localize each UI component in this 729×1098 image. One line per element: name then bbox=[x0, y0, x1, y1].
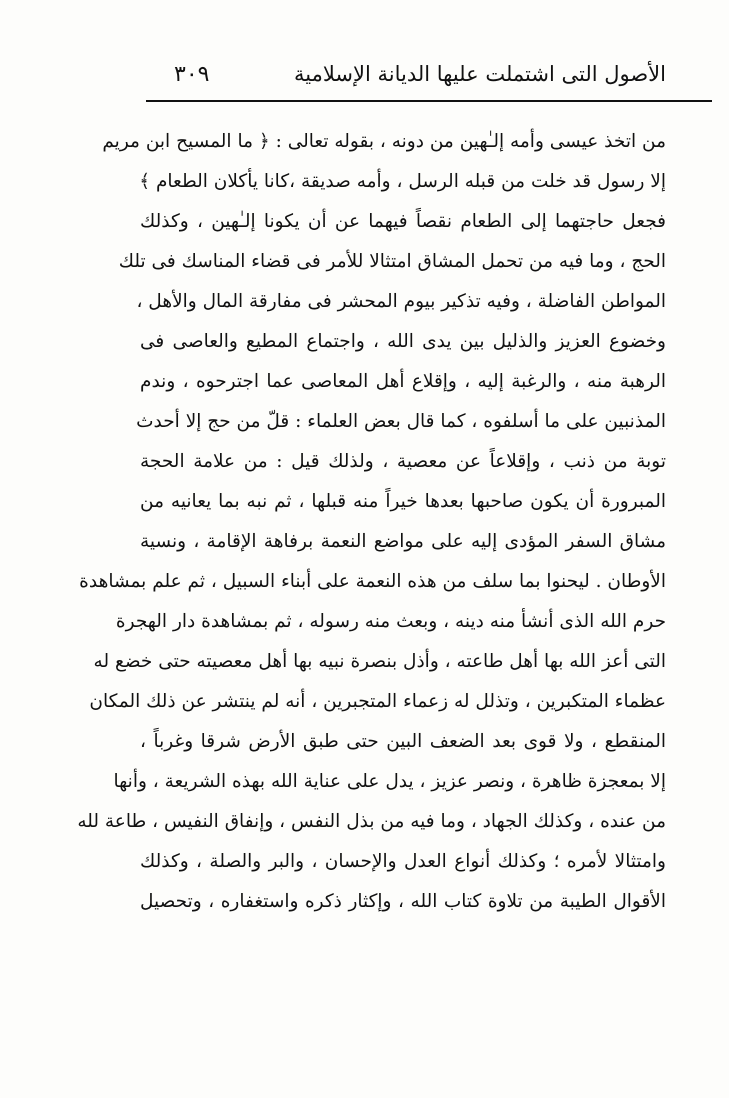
text-line: من اتخذ عيسى وأمه إلـٰهين من دونه ، بقوله تعالى : ﴿ ما المسيح ابن مريم bbox=[102, 131, 666, 152]
text-line: عظماء المتكبرين ، وتذلل له زعماء المتجبرين ، أنه لم ينتشر عن ذلك المكان bbox=[89, 691, 666, 712]
text-line: الحج ، وما فيه من تحمل المشاق امتثالا للأمر فى قضاء المناسك فى تلك bbox=[118, 251, 666, 272]
header-rule bbox=[146, 100, 712, 102]
text-line: الأوطان . ليحنوا بما سلف من هذه النعمة على أبناء السبيل ، ثم علم بمشاهدة bbox=[79, 571, 666, 592]
text-line: إلا رسول قد خلت من قبله الرسل ، وأمه صديقة ،كانا يأكلان الطعام ﴾ bbox=[139, 171, 666, 192]
body-text bbox=[77, 122, 666, 922]
text-line: حرم الله الذى أنشأ منه دينه ، وبعث منه رسوله ، ثم بمشاهدة دار الهجرة bbox=[115, 611, 666, 632]
text-line: الأقوال الطيبة من تلاوة كتاب الله ، وإكثار ذكره واستغفاره ، وتحصيل bbox=[140, 891, 666, 912]
text-line: المبرورة أن يكون صاحبها بعدها خيراً منه قبلها ، ثم نبه بما يعانيه من bbox=[140, 491, 666, 512]
text-line: المذنبين على ما أسلفوه ، كما قال بعض العلماء : قلّ من حج إلا أحدث bbox=[136, 411, 666, 432]
text-line: وامتثالا لأمره ؛ وكذلك أنواع العدل والإحسان ، والبر والصلة ، وكذلك bbox=[140, 851, 666, 872]
text-line: فجعل حاجتهما إلى الطعام نقصاً فيهما عن أن يكونا إلـٰهين ، وكذلك bbox=[140, 211, 666, 232]
text-line: المواطن الفاضلة ، وفيه تذكير بيوم المحشر فى مفارقة المال والأهل ، bbox=[136, 291, 666, 312]
text-line: مشاق السفر المؤدى إليه على مواضع النعمة برفاهة الإقامة ، ونسية bbox=[140, 531, 666, 552]
text-line: إلا بمعجزة ظاهرة ، ونصر عزيز ، يدل على عناية الله بهذه الشريعة ، وأنها bbox=[113, 771, 666, 792]
text-line: المنقطع ، ولا قوى بعد الضعف البين حتى طبق الأرض شرقا وغرباً ، bbox=[140, 731, 666, 752]
page-header bbox=[150, 62, 710, 96]
text-line: وخضوع العزيز والذليل بين يدى الله ، واجتماع المطيع والعاصى فى bbox=[140, 331, 666, 352]
text-line: الرهبة منه ، والرغبة إليه ، وإقلاع أهل المعاصى عما اجترحوه ، وندم bbox=[140, 371, 666, 392]
text-line: من عنده ، وكذلك الجهاد ، وما فيه من بذل النفس ، وإنفاق النفيس ، طاعة لله bbox=[77, 811, 666, 832]
text-line: التى أعز الله بها أهل طاعته ، وأذل بنصرة نبيه بها أهل معصيته حتى خضع له bbox=[93, 651, 666, 672]
page-number: ٣٠٩ bbox=[174, 62, 210, 87]
text-line: توبة من ذنب ، وإقلاعاً عن معصية ، ولذلك قيل : من علامة الحجة bbox=[140, 451, 666, 472]
running-title: الأصول التى اشتملت عليها الديانة الإسلامية bbox=[294, 62, 666, 86]
